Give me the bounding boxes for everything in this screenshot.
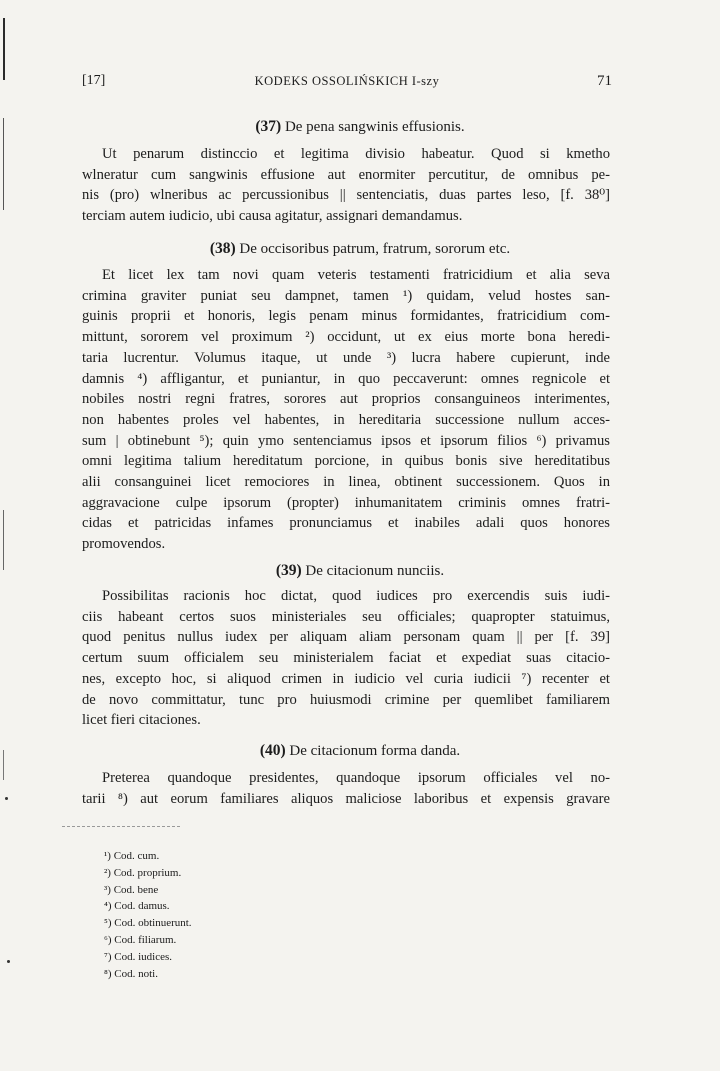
section-text	[82, 265, 610, 555]
text-line: promovendos.	[82, 536, 166, 553]
footnote: ²) Cod. proprium.	[104, 866, 182, 879]
section-text	[82, 144, 610, 227]
text-line: taria lucrentur. Volumus itaque, ut unde ³) lucra habere cupierunt, inde	[82, 349, 610, 366]
text-line: quod penitus nullus iudex per aliquam aliam personam quam || per [f. 39]	[82, 629, 610, 646]
section-title: De citacionum forma danda.	[289, 743, 461, 759]
section-number: (39)	[275, 562, 302, 579]
text-line: ciis habeant certos suos ministeriales seu officiales; quapropter statuimus,	[82, 608, 610, 625]
section-heading	[0, 118, 720, 136]
text-line: Preterea quandoque presidentes, quandoque ipsorum officiales vel no-	[102, 770, 610, 786]
footnote: ¹) Cod. cum.	[104, 850, 160, 862]
footnote: ⁷) Cod. iudices.	[104, 950, 172, 963]
section-text	[82, 768, 610, 809]
section-text	[82, 586, 610, 731]
section-heading	[0, 562, 720, 580]
text-line: tarii ⁸) aut eorum familiares aliquos maliciose laboribus et expensis gravare	[82, 790, 610, 807]
text-line: guinis proprii et honoris, legis penam minus formidantes, fratricidium com-	[82, 308, 610, 325]
text-line: terciam autem iudicio, ubi causa agitatur, assignari demandamus.	[82, 208, 463, 225]
text-line: certum suum officialem seu ministerialem faciat et expediat suas citacio-	[82, 650, 610, 667]
section-number: (37)	[255, 118, 282, 135]
text-line: nis (pro) wlneribus ac percussionibus || sentenciatis, duas partes leso, [f. 38⁰]	[82, 187, 610, 204]
header-title: KODEKS OSSOLIŃSKICH I-szy	[254, 74, 440, 88]
footnote-separator	[62, 826, 180, 827]
scan-speck	[5, 797, 8, 800]
section-heading	[0, 240, 720, 258]
text-line: aggravacione culpe ipsorum (propter) inhumanitatem criminis omnes fratri-	[82, 494, 610, 511]
text-line: licet fieri citaciones.	[82, 712, 201, 729]
text-line: cidas et patricidas infames pronunciamus et inabiles adali quos honores	[82, 515, 610, 532]
text-line: sum | obtinebunt ⁵); quin ymo sentenciamus ipsos et ipsorum filios ⁶) privamus	[82, 432, 610, 449]
scan-speck	[7, 960, 10, 963]
text-line: de novo committatur, tunc pro huiusmodi crimine per quemlibet familiarem	[82, 691, 610, 708]
footnote: ⁵) Cod. obtinuerunt.	[104, 917, 192, 930]
section-title: De occisoribus patrum, fratrum, sororum etc.	[239, 241, 511, 257]
text-line: crimina graviter puniat seu dampnet, tamen ¹) quidam, velud hostes san-	[82, 287, 610, 304]
text-line: nes, excepto hoc, si aliquod crimen in iudicio vel curia iudicii ⁷) recenter et	[82, 670, 610, 687]
footnote: ⁴) Cod. damus.	[104, 900, 170, 913]
footnotes	[104, 848, 192, 982]
header-section-number: [17]	[82, 73, 106, 88]
text-line: Possibilitas racionis hoc dictat, quod iudices pro exercendis suis iudi-	[102, 588, 610, 604]
text-line: wlneratur cum sangwinis effusione aut enormiter percutitur, de omnibus pe-	[82, 166, 610, 183]
footnote: ⁸) Cod. noti.	[104, 967, 158, 980]
page-number: 71	[597, 73, 612, 89]
text-line: nobiles nostri regni fratres, sorores aut proprios consanguineos interimentes,	[82, 391, 610, 408]
footnote: ³) Cod. bene	[104, 883, 159, 896]
text-line: omni legitima talium hereditatum porcione, in quibus bonis sive hereditatibus	[82, 453, 610, 470]
footnote: ⁶) Cod. filiarum.	[104, 933, 177, 946]
section-heading	[0, 742, 720, 760]
section-title: De citacionum nunciis.	[305, 563, 445, 579]
scan-edge-mark	[3, 510, 4, 570]
text-line: mittunt, sororem vel proximum ²) occidunt, ut ex eius morte bona heredi-	[82, 329, 610, 346]
section-number: (40)	[259, 742, 286, 759]
text-line: non habentes proles vel habentes, in hereditaria successione nullum acces-	[82, 411, 610, 428]
section-number: (38)	[209, 240, 236, 257]
scan-edge-mark	[3, 18, 5, 80]
text-line: damnis ⁴) affligantur, et puniantur, in quo peccaverunt: omnes regnicole et	[82, 370, 610, 387]
text-line: Ut penarum distinccio et legitima divisio habeatur. Quod si kmetho	[102, 146, 610, 162]
running-header	[82, 73, 612, 95]
text-line: Et licet lex tam novi quam veteris testamenti fratricidium et alia seva	[102, 267, 610, 283]
text-line: alii consanguinei licet remociores in linea, obtinent successionem. Quos in	[82, 474, 610, 491]
section-title: De pena sangwinis effusionis.	[284, 119, 465, 135]
